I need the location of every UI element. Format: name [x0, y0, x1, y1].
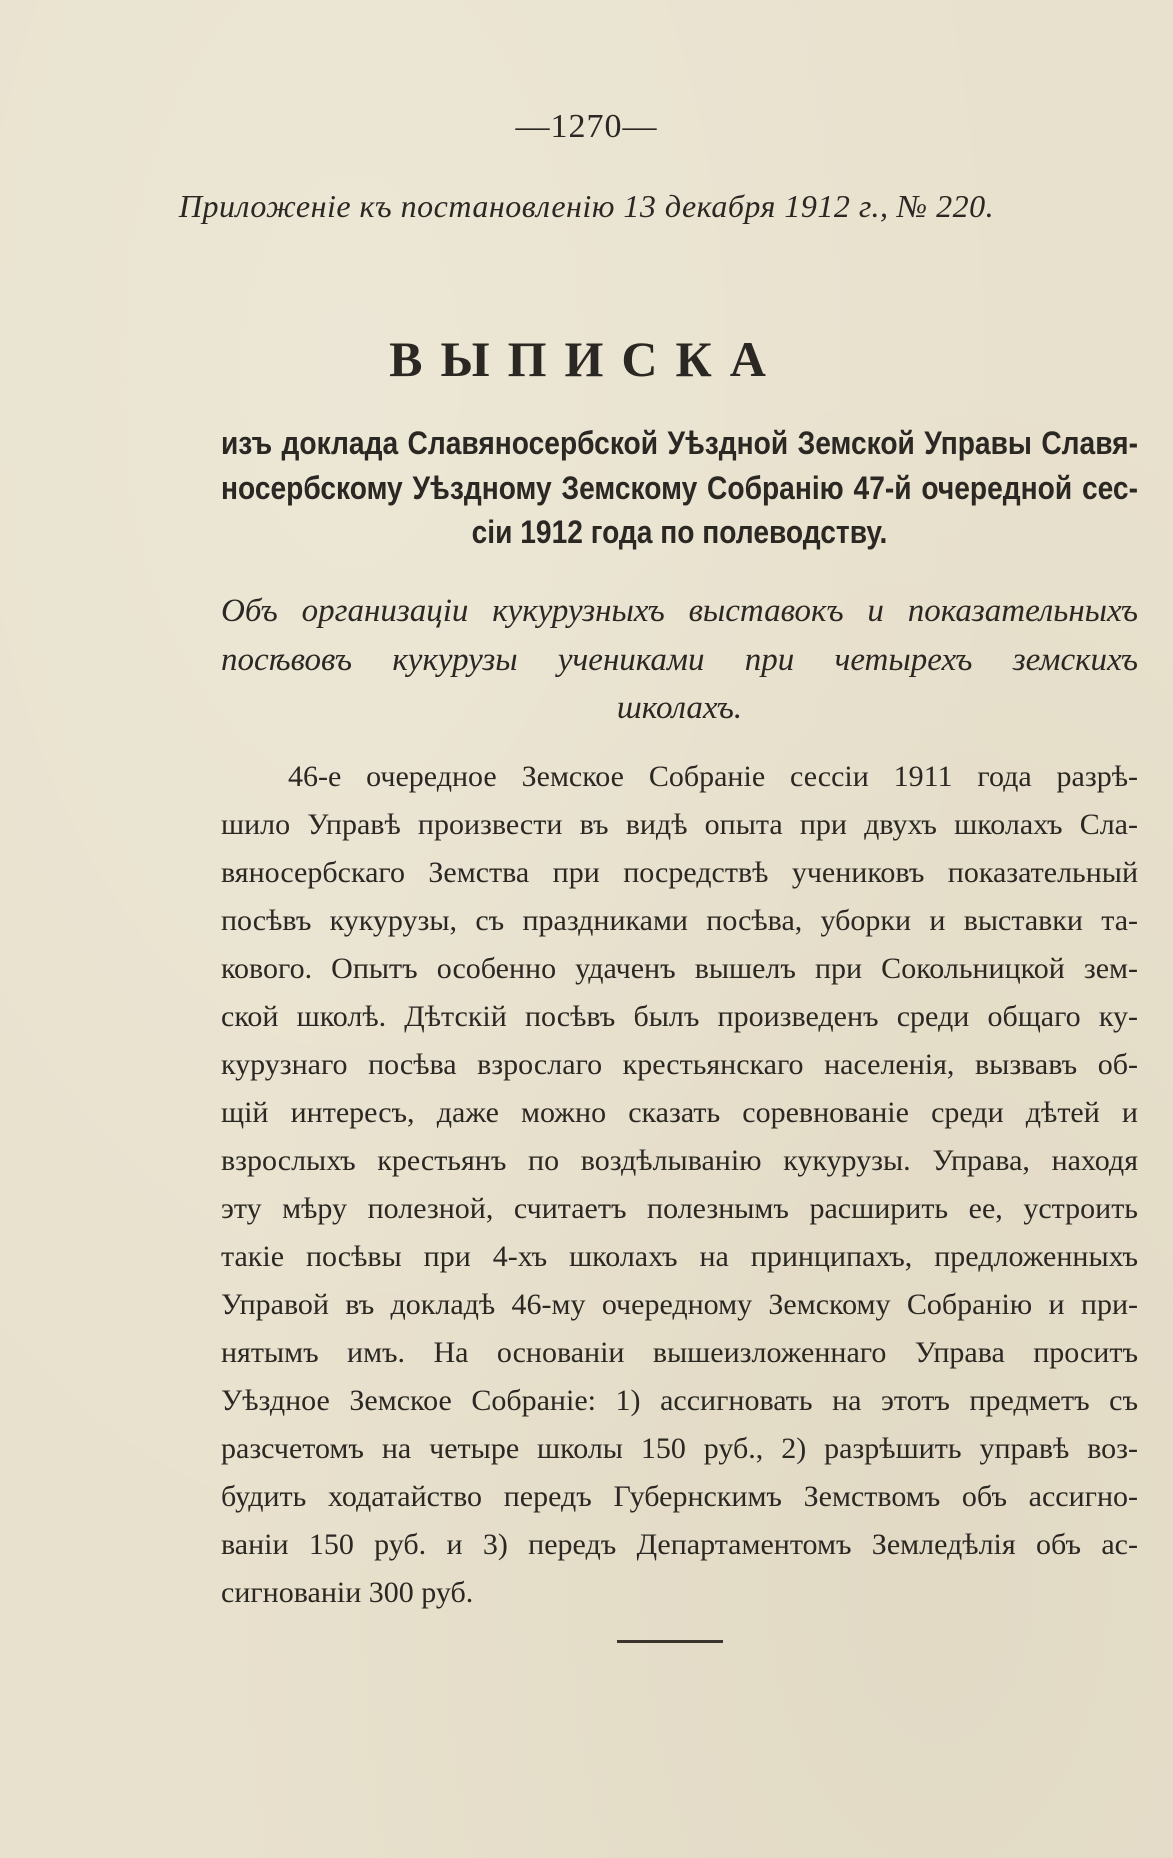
- body-line: Уѣздное Земское Собраніе: 1) ассигновать на этотъ предметъ съ: [221, 1384, 1138, 1417]
- body-line: нятымъ имъ. На основаніи вышеизложеннаго Управа проситъ: [221, 1336, 1138, 1369]
- subtitle-line: изъ доклада Славяносербской Уѣздной Земской Управы Славя-: [221, 425, 1138, 461]
- body-line: Управой въ докладѣ 46-му очередному Земскому Собранію и при-: [221, 1288, 1138, 1321]
- body-line: курузнаго посѣва взрослаго крестьянскаго населенія, вызвавъ об-: [221, 1048, 1138, 1081]
- subtitle-line: носербскому Уѣздному Земскому Собранію 47-й очередной сес-: [221, 470, 1138, 506]
- document-title: ВЫПИСКА: [389, 331, 784, 387]
- body-line: такіе посѣвы при 4-хъ школахъ на принципахъ, предложенныхъ: [221, 1240, 1138, 1273]
- body-line: ваніи 150 руб. и 3) передъ Департаментомъ Земледѣлія объ ас-: [221, 1528, 1138, 1561]
- body-line: будить ходатайство передъ Губернскимъ Земствомъ объ ассигно-: [221, 1480, 1138, 1513]
- subtitle-line: сіи 1912 года по полеводству.: [471, 514, 888, 550]
- body-line: посѣвъ кукурузы, съ праздниками посѣва, уборки и выставки та-: [221, 904, 1138, 937]
- body-line: щій интересъ, даже можно сказать соревнованіе среди дѣтей и: [221, 1096, 1138, 1129]
- page-number: —1270—: [515, 108, 658, 145]
- body-line: ской школѣ. Дѣтскій посѣвъ былъ произведенъ среди общаго ку-: [221, 1000, 1138, 1033]
- heading-line: посѣвовъ кукурузы учениками при четырехъ земскихъ: [221, 642, 1138, 678]
- heading-line: школахъ.: [616, 690, 743, 726]
- body-line: вяносербскаго Земства при посредствѣ учениковъ показательный: [221, 856, 1138, 889]
- closing-rule: [617, 1640, 723, 1643]
- body-line: взрослыхъ крестьянъ по воздѣлыванію кукурузы. Управа, находя: [221, 1144, 1138, 1177]
- appendix-note: Приложеніе къ постановленію 13 декабря 1912 г., № 220.: [178, 188, 995, 224]
- body-line: 46-е очередное Земское Собраніе сессіи 1911 года разрѣ-: [288, 760, 1138, 793]
- body-line: эту мѣру полезной, считаетъ полезнымъ расширить ее, устроить: [221, 1192, 1138, 1225]
- body-line: кового. Опытъ особенно удаченъ вышелъ при Сокольницкой зем-: [221, 952, 1138, 985]
- body-line: разсчетомъ на четыре школы 150 руб., 2) разрѣшить управѣ воз-: [221, 1432, 1138, 1465]
- heading-line: Объ организаціи кукурузныхъ выставокъ и показательныхъ: [221, 593, 1138, 629]
- body-line: шило Управѣ произвести въ видѣ опыта при двухъ школахъ Сла-: [221, 808, 1138, 841]
- body-line: сигнованіи 300 руб.: [221, 1576, 474, 1609]
